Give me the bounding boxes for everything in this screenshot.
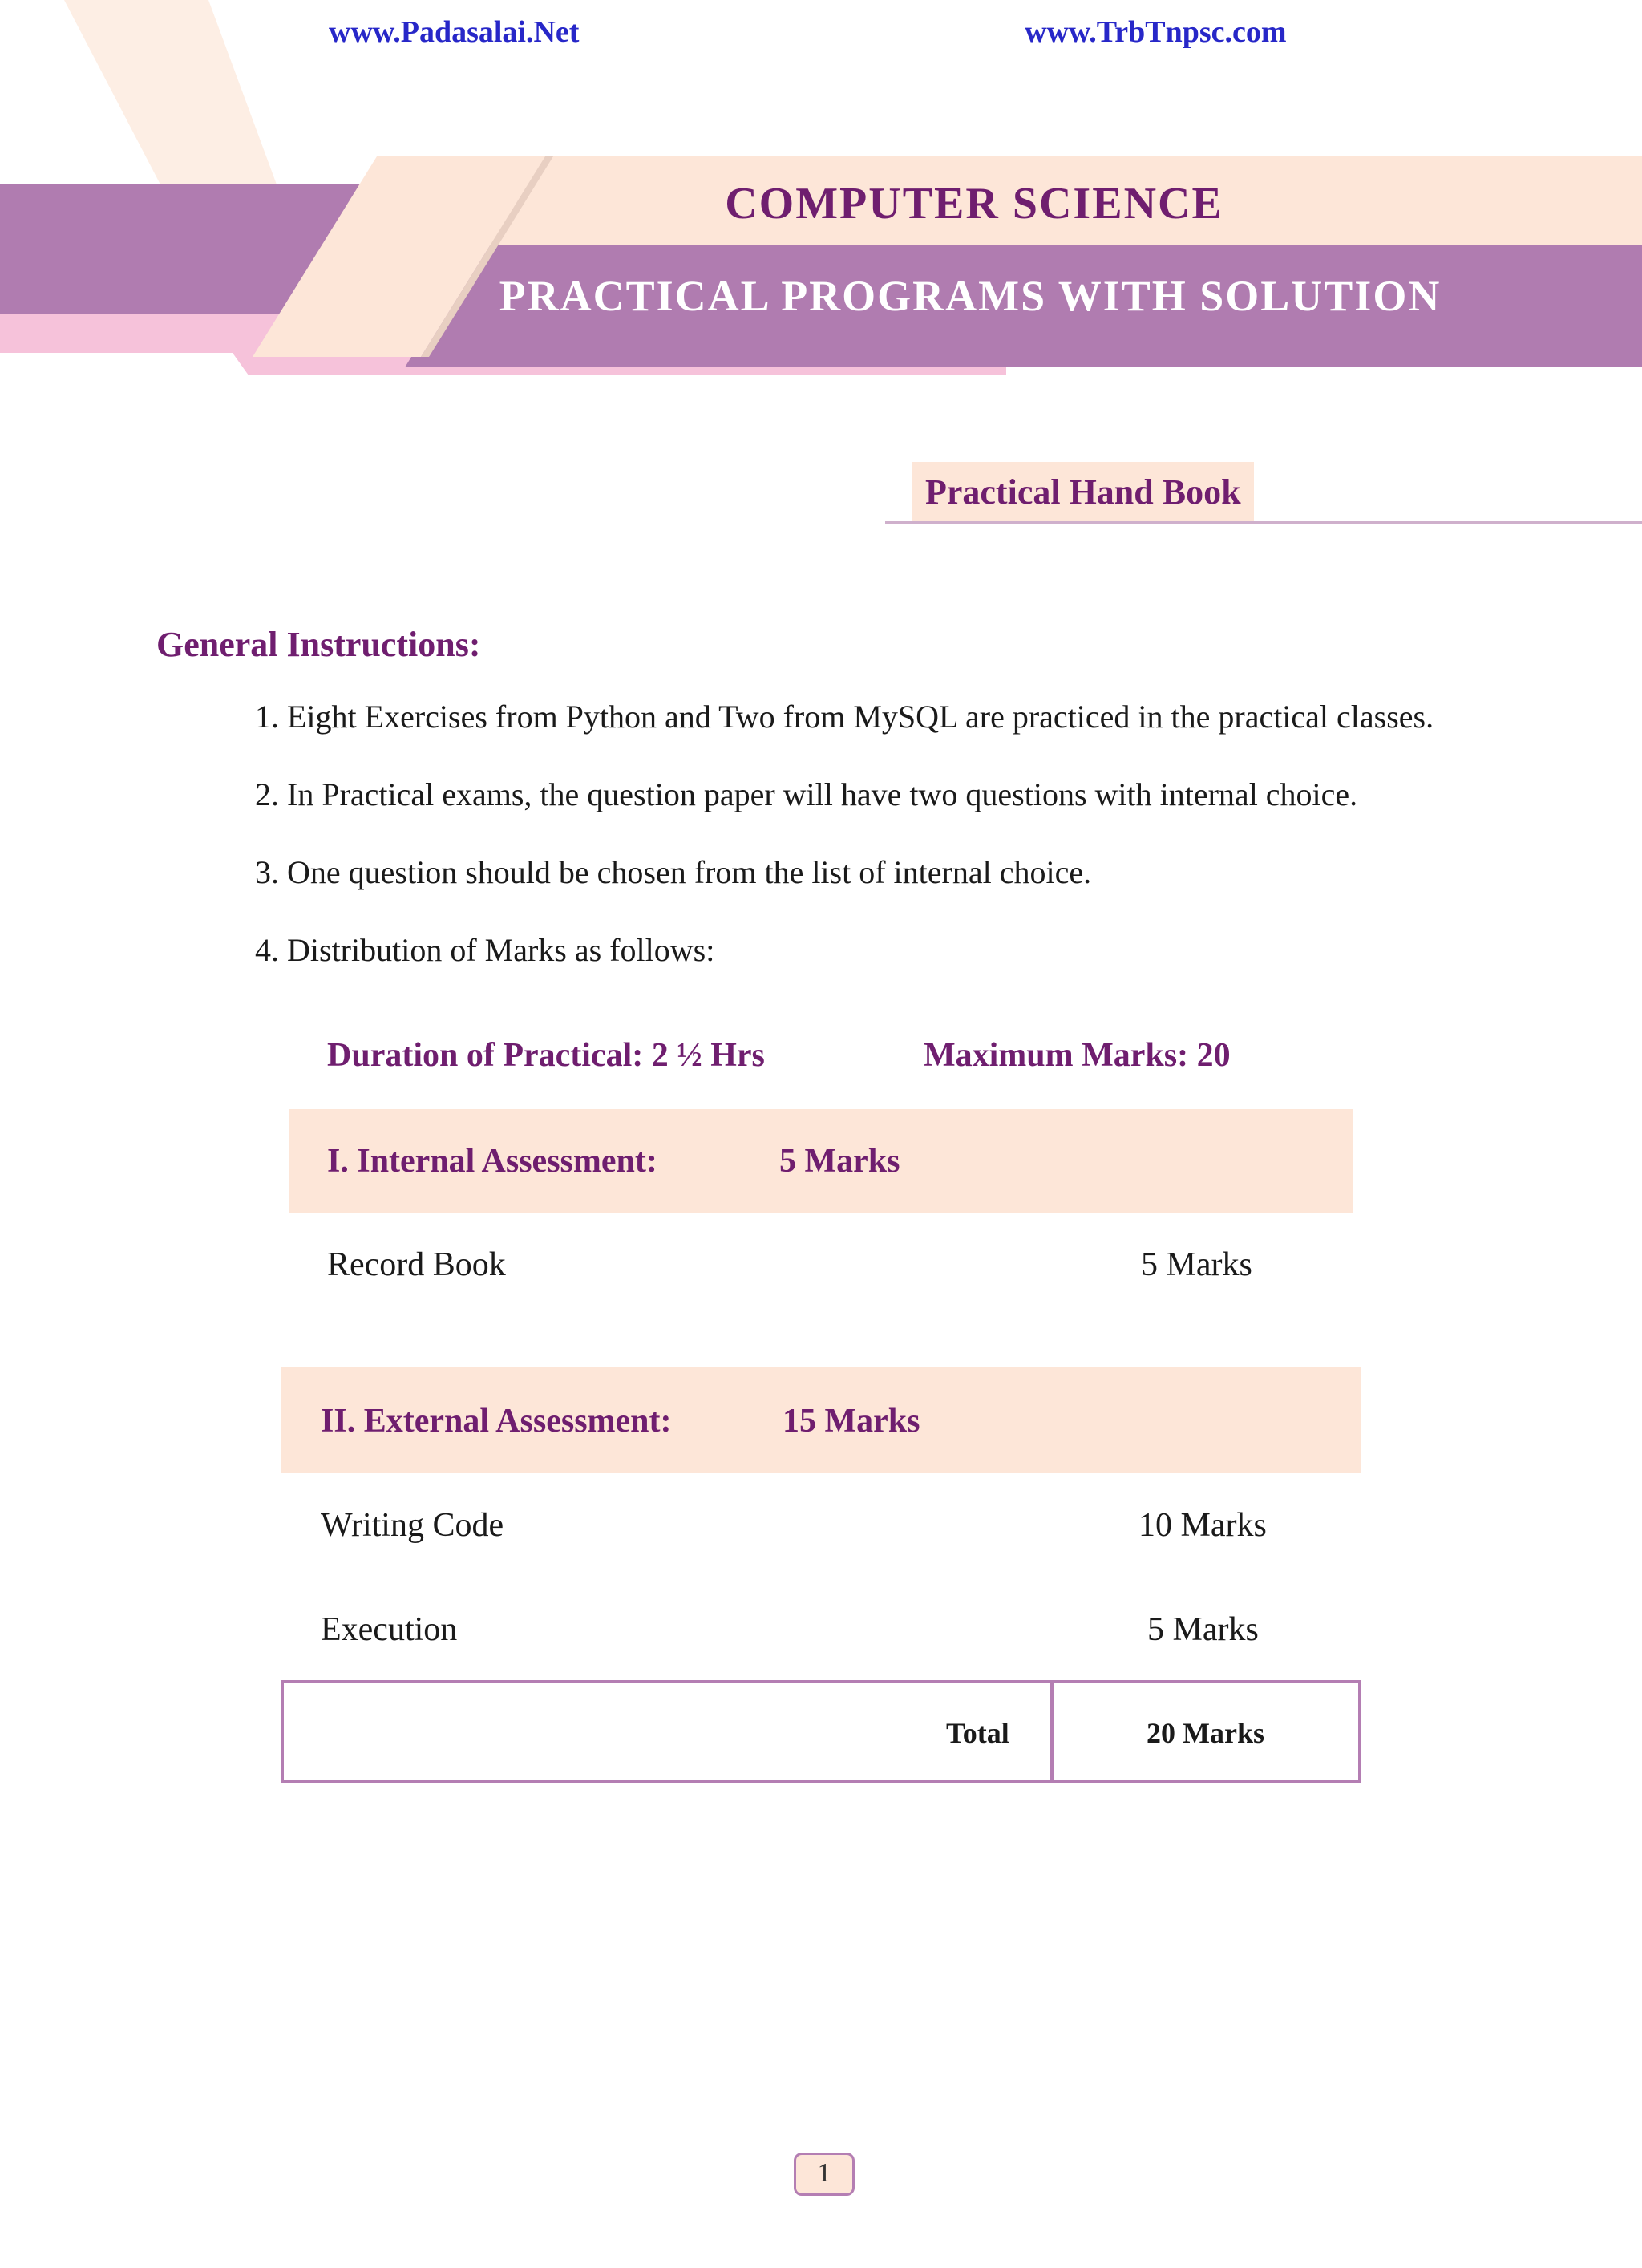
banner-title: COMPUTER SCIENCE (725, 179, 1223, 229)
banner-subtitle: PRACTICAL PROGRAMS WITH SOLUTION (499, 272, 1442, 320)
external-assessment-heading: II. External Assessment: (321, 1403, 672, 1440)
instruction-item: 2. In Practical exams, the question paper will have two questions with internal choice. (255, 776, 1358, 812)
handbook-label: Practical Hand Book (912, 462, 1254, 522)
total-label: Total (946, 1717, 1009, 1749)
maximum-marks-label: Maximum Marks: 20 (924, 1037, 1231, 1074)
external-assessment-marks: 15 Marks (783, 1403, 920, 1440)
execution-marks: 5 Marks (1147, 1611, 1259, 1648)
total-divider (1050, 1680, 1054, 1783)
instruction-item: 3. One question should be chosen from the list of internal choice. (255, 854, 1092, 890)
record-book-marks: 5 Marks (1141, 1246, 1252, 1283)
header-right-url[interactable]: www.TrbTnpsc.com (1025, 15, 1287, 49)
handbook-rule (885, 521, 1642, 524)
record-book-label: Record Book (327, 1246, 506, 1283)
internal-assessment-heading: I. Internal Assessment: (327, 1143, 657, 1180)
page-number: 1 (794, 2153, 855, 2196)
banner-stripe-top (64, 0, 277, 184)
writing-code-marks: 10 Marks (1138, 1507, 1267, 1544)
total-marks: 20 Marks (1147, 1717, 1264, 1749)
execution-label: Execution (321, 1611, 458, 1648)
instruction-item: 4. Distribution of Marks as follows: (255, 932, 715, 968)
instruction-item: 1. Eight Exercises from Python and Two from MySQL are practiced in the practical classes. (255, 699, 1434, 735)
duration-label: Duration of Practical: 2 ½ Hrs (327, 1037, 765, 1074)
header-left-url[interactable]: www.Padasalai.Net (329, 15, 580, 49)
writing-code-label: Writing Code (321, 1507, 504, 1544)
general-instructions-title: General Instructions: (156, 625, 481, 664)
internal-assessment-marks: 5 Marks (779, 1143, 900, 1180)
